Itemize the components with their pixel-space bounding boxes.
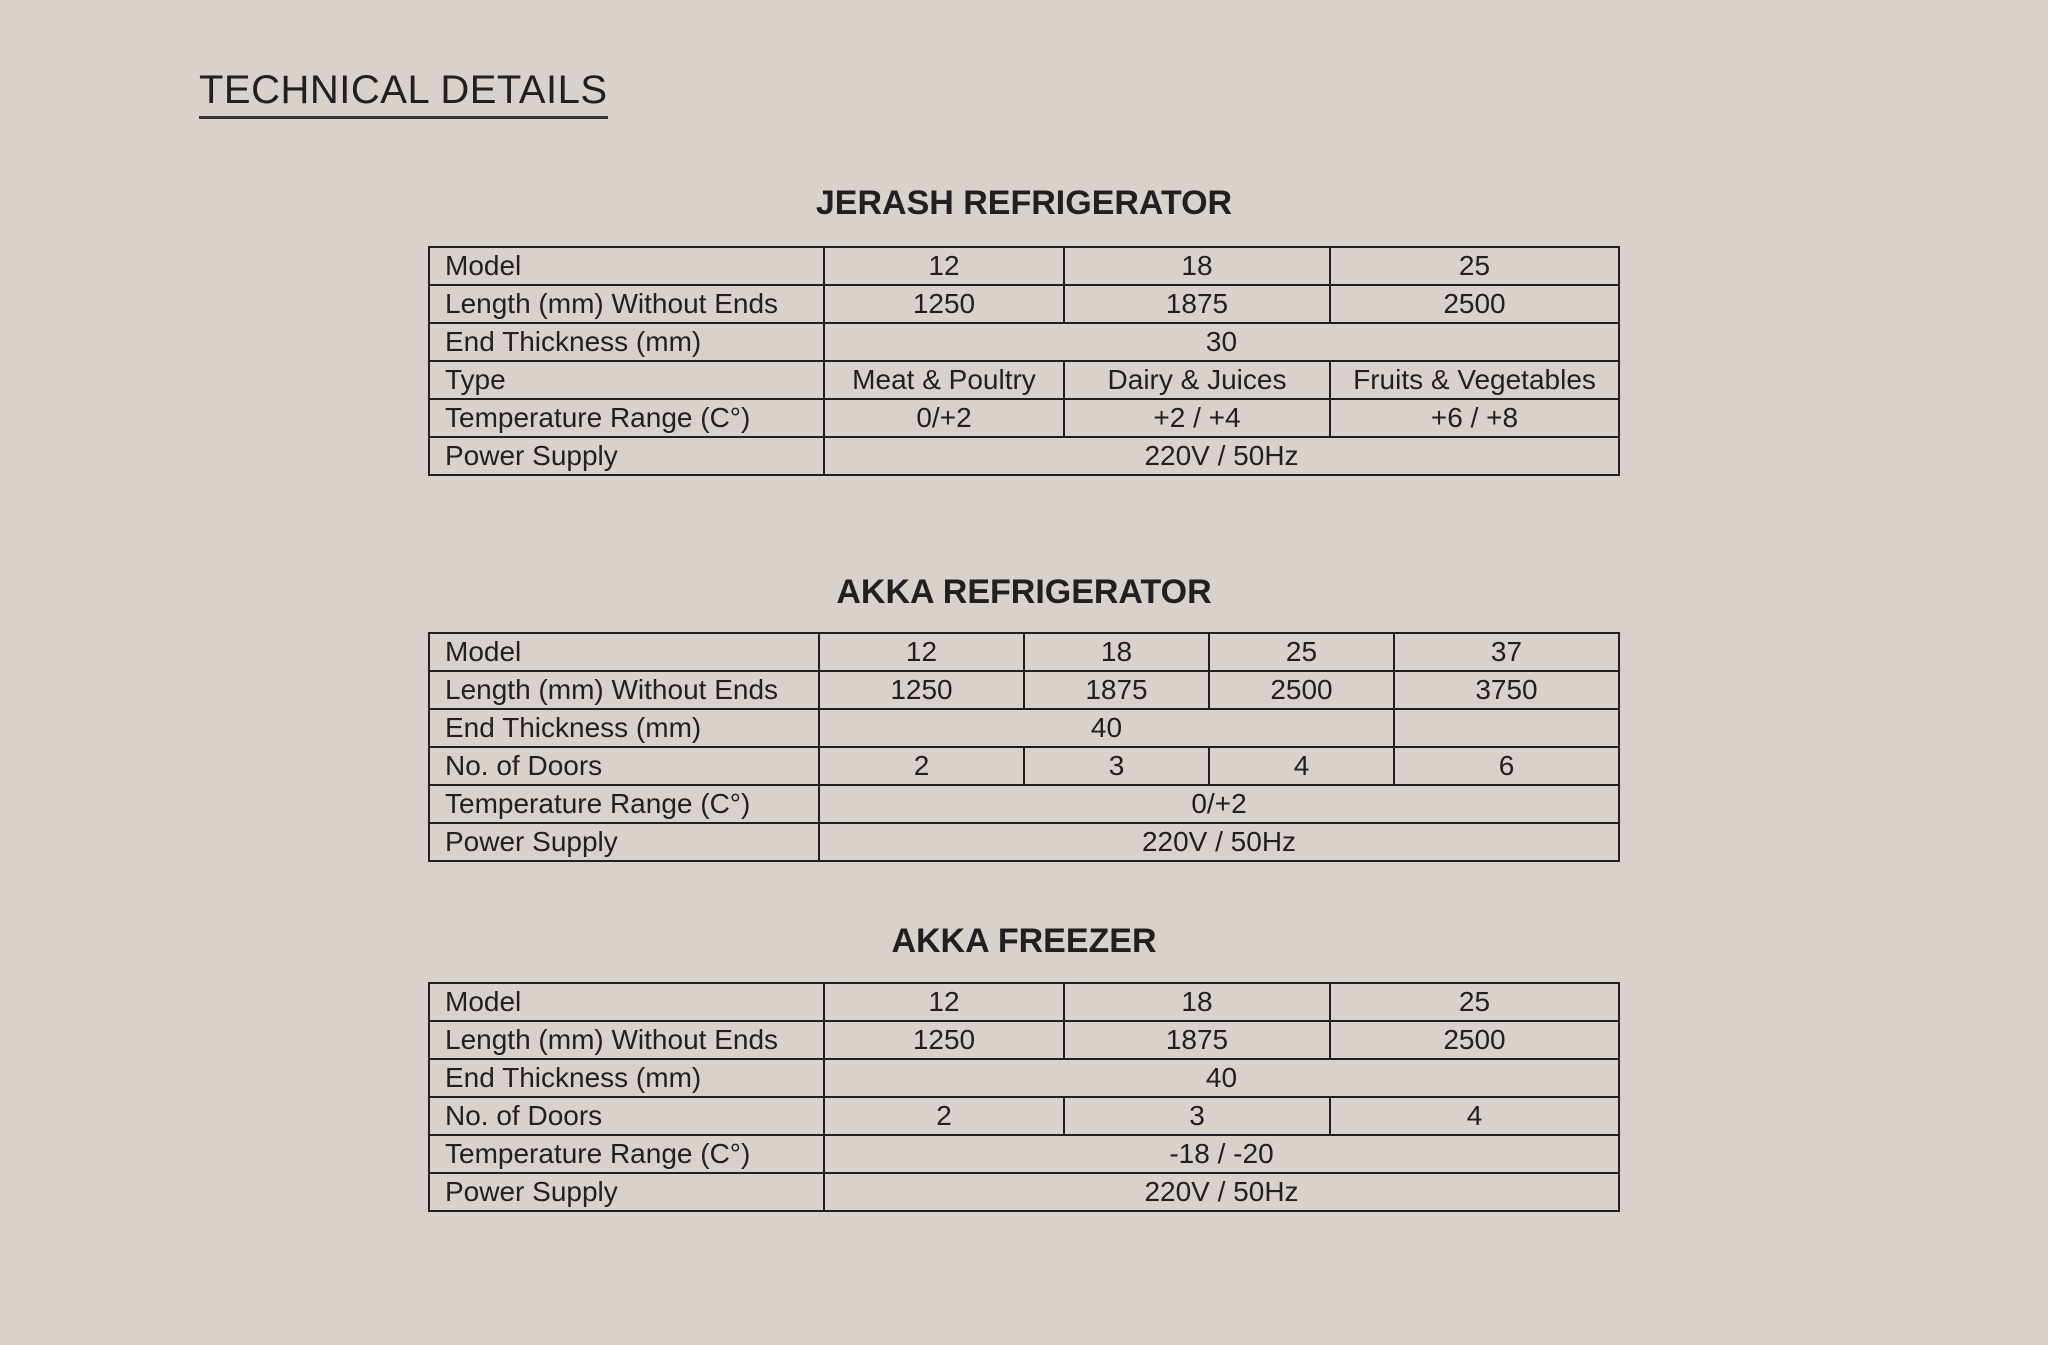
cell: 25 (1330, 247, 1619, 285)
cell: 1875 (1024, 671, 1209, 709)
table-row-type (429, 361, 1619, 399)
jerash-spec-table (428, 246, 1620, 476)
table-row-end-thickness (429, 323, 1619, 361)
cell: 4 (1209, 747, 1394, 785)
row-label: No. of Doors (429, 747, 819, 785)
table-row-power (429, 823, 1619, 861)
table-row-model (429, 983, 1619, 1021)
cell: 12 (824, 247, 1064, 285)
cell: 3 (1064, 1097, 1330, 1135)
row-label: Power Supply (429, 823, 819, 861)
table-row-length (429, 1021, 1619, 1059)
cell: 30 (824, 323, 1619, 361)
cell: 18 (1064, 983, 1330, 1021)
akka-refrigerator-spec-table (428, 632, 1620, 862)
row-label: Power Supply (429, 1173, 824, 1211)
cell: 2500 (1209, 671, 1394, 709)
cell: 18 (1024, 633, 1209, 671)
cell: 1875 (1064, 285, 1330, 323)
table-row-temperature (429, 1135, 1619, 1173)
cell: 37 (1394, 633, 1619, 671)
row-label: Model (429, 247, 824, 285)
cell: 4 (1330, 1097, 1619, 1135)
table-row-model (429, 247, 1619, 285)
table-row-length (429, 671, 1619, 709)
table-row-doors (429, 747, 1619, 785)
cell: 2500 (1330, 285, 1619, 323)
row-label: No. of Doors (429, 1097, 824, 1135)
cell: 220V / 50Hz (824, 1173, 1619, 1211)
cell: 1250 (819, 671, 1024, 709)
row-label: Power Supply (429, 437, 824, 475)
cell: 6 (1394, 747, 1619, 785)
cell: Dairy & Juices (1064, 361, 1330, 399)
row-label: End Thickness (mm) (429, 709, 819, 747)
row-label: Temperature Range (C°) (429, 785, 819, 823)
cell: 2500 (1330, 1021, 1619, 1059)
cell: 220V / 50Hz (819, 823, 1619, 861)
cell: 40 (824, 1059, 1619, 1097)
cell: -18 / -20 (824, 1135, 1619, 1173)
jerash-title: JERASH REFRIGERATOR (815, 184, 1233, 222)
table-row-model (429, 633, 1619, 671)
table-row-temperature (429, 399, 1619, 437)
cell: 2 (824, 1097, 1064, 1135)
page-title: TECHNICAL DETAILS (199, 66, 608, 119)
cell: 2 (819, 747, 1024, 785)
table-row-power (429, 437, 1619, 475)
row-label: End Thickness (mm) (429, 1059, 824, 1097)
cell: 3 (1024, 747, 1209, 785)
row-label: Temperature Range (C°) (429, 399, 824, 437)
table-row-length (429, 285, 1619, 323)
cell: 12 (824, 983, 1064, 1021)
table-row-end-thickness (429, 1059, 1619, 1097)
table-row-temperature (429, 785, 1619, 823)
cell: Fruits & Vegetables (1330, 361, 1619, 399)
row-label: Model (429, 983, 824, 1021)
cell: 220V / 50Hz (824, 437, 1619, 475)
cell: 25 (1209, 633, 1394, 671)
row-label: End Thickness (mm) (429, 323, 824, 361)
akka-freezer-title: AKKA FREEZER (891, 922, 1157, 960)
row-label: Temperature Range (C°) (429, 1135, 824, 1173)
row-label: Type (429, 361, 824, 399)
row-label: Length (mm) Without Ends (429, 285, 824, 323)
row-label: Model (429, 633, 819, 671)
cell: 1250 (824, 285, 1064, 323)
cell: 0/+2 (819, 785, 1619, 823)
row-label: Length (mm) Without Ends (429, 671, 819, 709)
cell: 1875 (1064, 1021, 1330, 1059)
cell: +6 / +8 (1330, 399, 1619, 437)
row-label: Length (mm) Without Ends (429, 1021, 824, 1059)
cell: Meat & Poultry (824, 361, 1064, 399)
cell: 12 (819, 633, 1024, 671)
table-row-power (429, 1173, 1619, 1211)
table-row-end-thickness (429, 709, 1619, 747)
akka-refrigerator-title: AKKA REFRIGERATOR (836, 573, 1212, 611)
cell: 25 (1330, 983, 1619, 1021)
empty-cell (1394, 709, 1619, 747)
table-row-doors (429, 1097, 1619, 1135)
cell: 0/+2 (824, 399, 1064, 437)
akka-freezer-spec-table (428, 982, 1620, 1212)
cell: 18 (1064, 247, 1330, 285)
cell: 1250 (824, 1021, 1064, 1059)
cell: 3750 (1394, 671, 1619, 709)
cell: +2 / +4 (1064, 399, 1330, 437)
cell: 40 (819, 709, 1394, 747)
